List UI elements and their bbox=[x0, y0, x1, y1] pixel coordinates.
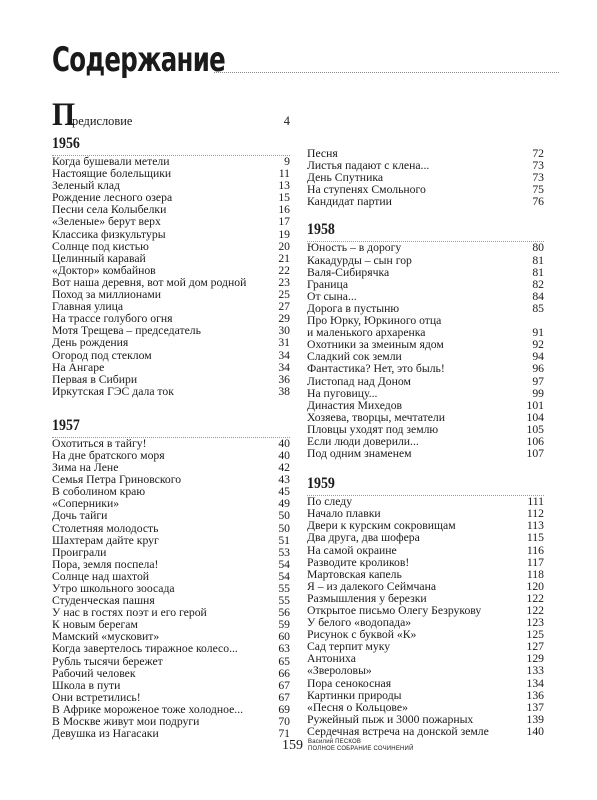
toc-right-column bbox=[307, 148, 544, 738]
toc-entry-title: Сладкий сок земли bbox=[307, 350, 402, 364]
toc-entry bbox=[307, 363, 544, 375]
toc-entry-title: Пловцы уходят под землю bbox=[307, 422, 439, 436]
toc-entry-title: Династия Михедов bbox=[307, 398, 403, 412]
toc-entry-title: Настоящие болельщики bbox=[52, 167, 172, 181]
toc-entry-page: 115 bbox=[526, 531, 544, 545]
section-heading-1959: 1959 bbox=[307, 475, 335, 493]
title-rule bbox=[214, 72, 559, 73]
toc-entry-title: День рождения bbox=[52, 336, 129, 350]
toc-entry-title: Проиграли bbox=[52, 545, 107, 559]
toc-entry-page: 27 bbox=[278, 300, 290, 314]
toc-entry-title: Шахтерам дайте круг bbox=[52, 533, 159, 547]
toc-entry-page: 96 bbox=[532, 362, 544, 376]
toc-entry-page: 69 bbox=[278, 702, 290, 716]
toc-entry bbox=[307, 196, 544, 208]
toc-entry bbox=[307, 255, 544, 267]
toc-list-1958 bbox=[307, 242, 544, 460]
toc-entry-title: Дочь тайги bbox=[52, 509, 108, 523]
toc-entry-title: На пуговицу... bbox=[307, 386, 378, 400]
toc-entry bbox=[307, 557, 544, 569]
toc-entry-title: Зеленый клад bbox=[52, 179, 120, 193]
toc-entry-page: 67 bbox=[278, 690, 290, 704]
toc-entry-page: 117 bbox=[526, 555, 544, 569]
toc-entry-title: Мартовская капель bbox=[307, 567, 402, 581]
toc-entry-page: 127 bbox=[526, 640, 544, 654]
toc-entry-page: 122 bbox=[526, 604, 544, 617]
toc-entry-page: 9 bbox=[284, 155, 290, 168]
toc-entry-page: 31 bbox=[278, 336, 290, 350]
toc-entry-title: Под одним знаменем bbox=[307, 447, 412, 461]
toc-entry-title: Два друга, два шофера bbox=[307, 531, 420, 545]
toc-entry-page: 75 bbox=[532, 183, 544, 197]
toc-entry-title: По следу bbox=[307, 495, 353, 509]
toc-entry-page: 125 bbox=[526, 628, 544, 642]
toc-entry-title: В соболином краю bbox=[52, 485, 146, 499]
toc-list-1956 bbox=[52, 156, 290, 398]
toc-entry-page: 134 bbox=[526, 676, 544, 690]
section-heading-1958: 1958 bbox=[307, 221, 335, 239]
toc-entry-page: 71 bbox=[278, 727, 290, 741]
toc-entry-page: 137 bbox=[526, 700, 544, 714]
toc-entry-page: 136 bbox=[526, 688, 544, 702]
toc-entry-page: 38 bbox=[278, 384, 290, 398]
toc-entry-title: «Песня о Кольцове» bbox=[307, 700, 408, 714]
preface-entry bbox=[52, 97, 290, 133]
toc-entry-title: Двери к курским сокровищам bbox=[307, 519, 456, 533]
toc-entry bbox=[307, 532, 544, 544]
toc-entry-title: Сад терпит муку bbox=[307, 640, 391, 654]
toc-entry-page: 54 bbox=[278, 557, 290, 571]
toc-entry-title: Когда бушевали метели bbox=[52, 155, 170, 168]
toc-entry-page: 15 bbox=[278, 191, 290, 205]
toc-entry-page: 73 bbox=[532, 159, 544, 173]
toc-entry-title: День Спутника bbox=[307, 171, 384, 185]
toc-entry-title: Валя-Сибирячка bbox=[307, 265, 390, 279]
toc-entry-page: 82 bbox=[532, 277, 544, 291]
toc-entry-title: и маленького архаренка bbox=[307, 326, 426, 340]
toc-entry-title: Мотя Трещева – председатель bbox=[52, 324, 201, 338]
toc-entry-title: «Зеленые» берут верх bbox=[52, 215, 161, 229]
toc-entry bbox=[307, 242, 544, 254]
toc-entry-page: 45 bbox=[278, 485, 290, 499]
toc-entry-title: Листья падают с клена... bbox=[307, 159, 430, 173]
toc-entry-page: 40 bbox=[278, 436, 290, 450]
toc-entry-page: 43 bbox=[278, 473, 290, 487]
toc-entry-title: Солнце под кистью bbox=[52, 239, 149, 253]
toc-entry-title: Главная улица bbox=[52, 300, 124, 314]
preface-page: 4 bbox=[283, 114, 290, 128]
toc-entry bbox=[52, 547, 290, 559]
toc-entry-page: 34 bbox=[278, 360, 290, 374]
toc-entry-page: 21 bbox=[278, 251, 290, 265]
toc-entry-title: Песня bbox=[307, 147, 338, 160]
toc-entry bbox=[52, 241, 290, 253]
toc-entry-page: 101 bbox=[526, 398, 544, 412]
toc-entry-page: 81 bbox=[532, 265, 544, 279]
toc-entry-title: Фантастика? Нет, это быль! bbox=[307, 362, 445, 376]
toc-entry-title: Юность – в дорогу bbox=[307, 241, 402, 255]
toc-entry-page: 106 bbox=[526, 434, 544, 448]
toc-entry bbox=[52, 386, 290, 398]
toc-entry-title: У нас в гостях поэт и его герой bbox=[52, 606, 207, 620]
toc-entry-title: Начало плавки bbox=[307, 507, 381, 521]
toc-entry-title: На ступенях Смольного bbox=[307, 183, 426, 197]
toc-entry-page: 72 bbox=[532, 147, 544, 160]
toc-left-column bbox=[52, 134, 290, 740]
toc-entry-page: 30 bbox=[278, 324, 290, 338]
toc-entry-title: Песни села Колыбелки bbox=[52, 203, 167, 217]
toc-entry-page: 50 bbox=[278, 509, 290, 523]
toc-entry-page: 19 bbox=[278, 227, 290, 241]
toc-entry-page: 105 bbox=[526, 422, 544, 436]
toc-entry-page: 20 bbox=[278, 239, 290, 253]
toc-entry-title: Студенческая пашня bbox=[52, 594, 155, 608]
toc-entry-title: Листопад над Доном bbox=[307, 374, 411, 388]
toc-entry-page: 120 bbox=[526, 579, 544, 593]
toc-entry-page: 73 bbox=[532, 171, 544, 185]
toc-entry-title: Открытое письмо Олегу Безрукову bbox=[307, 604, 482, 617]
toc-entry-title: Столетняя молодость bbox=[52, 521, 159, 535]
toc-entry-title: Пора, земля поспела! bbox=[52, 557, 159, 571]
toc-entry-title: Они встретились! bbox=[52, 690, 141, 704]
toc-entry-title: Рисунок с буквой «К» bbox=[307, 628, 417, 642]
toc-entry-title: Сердечная встреча на донской земле bbox=[307, 724, 489, 738]
toc-entry bbox=[307, 267, 544, 279]
section-heading-1956: 1956 bbox=[52, 135, 80, 152]
toc-entry-title: В Африке мороженое тоже холодное... bbox=[52, 702, 244, 716]
toc-entry-title: Семья Петра Гриновского bbox=[52, 473, 182, 487]
toc-entry-title: Солнце над шахтой bbox=[52, 569, 150, 583]
toc-entry-page: 76 bbox=[532, 195, 544, 209]
toc-entry bbox=[307, 376, 544, 388]
toc-entry-title: Рождение лесного озера bbox=[52, 191, 173, 205]
toc-entry-title: Разводите кроликов! bbox=[307, 555, 410, 569]
toc-entry-title: Мамский «мусковит» bbox=[52, 630, 160, 644]
toc-entry-page: 29 bbox=[278, 312, 290, 326]
toc-entry-title: Иркутская ГЭС дала ток bbox=[52, 384, 174, 398]
toc-entry bbox=[52, 643, 290, 655]
toc-entry-title: Антониха bbox=[307, 652, 356, 666]
toc-entry bbox=[307, 388, 544, 400]
toc-entry-page: 113 bbox=[526, 519, 544, 533]
toc-entry-page: 111 bbox=[527, 495, 544, 509]
toc-entry-title: Утро школьного зоосада bbox=[52, 582, 175, 595]
toc-entry bbox=[307, 400, 544, 412]
toc-entry-title: На трассе голубого огня bbox=[52, 312, 173, 326]
toc-entry-page: 36 bbox=[278, 372, 290, 386]
toc-list-1956-continued bbox=[307, 148, 544, 208]
toc-entry bbox=[52, 728, 290, 740]
toc-entry bbox=[307, 569, 544, 581]
toc-entry-page: 133 bbox=[526, 664, 544, 678]
toc-entry bbox=[307, 690, 544, 702]
toc-entry-title: Когда завертелось тиражное колесо... bbox=[52, 642, 238, 656]
toc-entry-page: 23 bbox=[278, 275, 290, 289]
toc-entry-title: Зима на Лене bbox=[52, 461, 119, 475]
toc-list-1957 bbox=[52, 438, 290, 740]
toc-entry-page: 55 bbox=[278, 594, 290, 608]
toc-entry-page: 99 bbox=[532, 386, 544, 400]
toc-entry-page: 60 bbox=[278, 630, 290, 644]
toc-entry-title: Девушка из Нагасаки bbox=[52, 727, 159, 741]
toc-entry bbox=[52, 362, 290, 374]
toc-entry bbox=[52, 668, 290, 680]
toc-entry-title: Ружейный пыж и 3000 пожарных bbox=[307, 712, 474, 726]
toc-entry-page: 11 bbox=[278, 167, 290, 181]
toc-entry-title: У белого «водопада» bbox=[307, 616, 412, 630]
toc-entry-title: Кандидат партии bbox=[307, 195, 392, 209]
toc-entry bbox=[307, 665, 544, 677]
toc-entry-page: 123 bbox=[526, 616, 544, 630]
toc-entry-page: 42 bbox=[278, 461, 290, 475]
toc-entry-title: Классика физкультуры bbox=[52, 227, 166, 241]
footer-author: Василий ПЕСКОВ bbox=[308, 739, 362, 745]
toc-entry-page: 40 bbox=[278, 448, 290, 462]
toc-entry bbox=[307, 448, 544, 460]
toc-entry-page: 107 bbox=[526, 447, 544, 461]
toc-entry-page: 91 bbox=[532, 326, 544, 340]
toc-entry-page: 118 bbox=[526, 567, 544, 581]
toc-entry-page: 17 bbox=[278, 215, 290, 229]
toc-entry-page: 55 bbox=[278, 582, 290, 595]
toc-entry-page: 65 bbox=[278, 654, 290, 668]
toc-entry-page: 85 bbox=[532, 301, 544, 315]
toc-entry bbox=[307, 726, 544, 738]
toc-entry-title: «Звероловы» bbox=[307, 664, 372, 678]
toc-entry-title: «Доктор» комбайнов bbox=[52, 263, 156, 277]
toc-entry-title: Я – из далекого Сеймчана bbox=[307, 579, 437, 593]
toc-entry-title: Хозяева, творцы, мечтатели bbox=[307, 410, 445, 424]
footer-series: ПОЛНОЕ СОБРАНИЕ СОЧИНЕНИЙ bbox=[308, 746, 414, 752]
toc-entry bbox=[307, 545, 544, 557]
toc-entry-title: Школа в пути bbox=[52, 678, 121, 692]
toc-entry-title: Охотники за змеиным ядом bbox=[307, 338, 444, 352]
toc-entry-title: От сына... bbox=[307, 289, 357, 303]
toc-entry bbox=[52, 216, 290, 228]
section-heading-1957: 1957 bbox=[52, 416, 80, 434]
toc-entry-page: 51 bbox=[278, 533, 290, 547]
toc-entry bbox=[52, 229, 290, 241]
toc-entry-title: «Соперники» bbox=[52, 497, 120, 511]
toc-entry-page: 116 bbox=[526, 543, 544, 557]
toc-entry-page: 34 bbox=[278, 348, 290, 362]
toc-entry-title: Граница bbox=[307, 277, 349, 291]
toc-entry-page: 25 bbox=[278, 288, 290, 302]
toc-entry bbox=[52, 523, 290, 535]
toc-entry bbox=[52, 535, 290, 547]
toc-entry-page: 66 bbox=[278, 666, 290, 680]
toc-entry bbox=[52, 337, 290, 349]
toc-entry-page: 97 bbox=[532, 374, 544, 388]
toc-entry-page: 50 bbox=[278, 521, 290, 535]
toc-entry-page: 53 bbox=[278, 545, 290, 559]
toc-entry-title: Охотиться в тайгу! bbox=[52, 436, 147, 450]
toc-entry-title: Если люди доверили... bbox=[307, 434, 419, 448]
toc-entry-title: Вот наша деревня, вот мой дом родной bbox=[52, 275, 247, 289]
toc-list-1959 bbox=[307, 496, 544, 738]
preface-title: редисловие bbox=[72, 114, 133, 128]
toc-entry-page: 94 bbox=[532, 350, 544, 364]
toc-entry-page: 67 bbox=[278, 678, 290, 692]
toc-entry-title: Про Юрку, Юркиного отца bbox=[307, 314, 442, 328]
toc-entry bbox=[52, 656, 290, 668]
page-number: 159 bbox=[282, 738, 303, 753]
toc-entry-title: Размышления у березки bbox=[307, 591, 427, 605]
toc-entry-page: 49 bbox=[278, 497, 290, 511]
toc-entry bbox=[52, 350, 290, 362]
toc-entry-title: Дорога в пустыню bbox=[307, 301, 400, 315]
toc-entry-page: 92 bbox=[532, 338, 544, 352]
toc-entry-title: На дне братского моря bbox=[52, 448, 165, 462]
toc-entry-title: Какадурды – сын гор bbox=[307, 253, 412, 267]
toc-entry-page: 70 bbox=[278, 715, 290, 729]
toc-entry-page: 112 bbox=[526, 507, 544, 521]
toc-entry-page: 81 bbox=[532, 253, 544, 267]
toc-entry bbox=[52, 374, 290, 386]
toc-entry-title: Рубль тысячи бережет bbox=[52, 654, 163, 668]
toc-entry-title: Пора сенокосная bbox=[307, 676, 392, 690]
toc-entry-page: 16 bbox=[278, 203, 290, 217]
toc-entry-page: 59 bbox=[278, 618, 290, 632]
toc-entry-page: 129 bbox=[526, 652, 544, 666]
page-title: Содержание bbox=[52, 40, 226, 80]
toc-entry-page: 140 bbox=[526, 724, 544, 738]
toc-entry-page: 84 bbox=[532, 289, 544, 303]
toc-entry-page: 122 bbox=[526, 591, 544, 605]
toc-entry-title: Картинки природы bbox=[307, 688, 402, 702]
toc-entry-title: Рабочий человек bbox=[52, 666, 136, 680]
toc-entry bbox=[307, 678, 544, 690]
toc-entry-title: На Ангаре bbox=[52, 360, 105, 374]
toc-entry-title: Огород под стеклом bbox=[52, 348, 152, 362]
toc-entry bbox=[52, 510, 290, 522]
toc-entry-title: К новым берегам bbox=[52, 618, 138, 632]
toc-entry-page: 104 bbox=[526, 410, 544, 424]
preface-initial: П bbox=[52, 97, 76, 133]
toc-entry-page: 13 bbox=[278, 179, 290, 193]
toc-entry-title: На самой окраине bbox=[307, 543, 397, 557]
running-footer bbox=[308, 739, 414, 753]
toc-entry-title: В Москве живут мои подруги bbox=[52, 715, 200, 729]
toc-entry-page: 139 bbox=[526, 712, 544, 726]
toc-entry-title: Первая в Сибири bbox=[52, 372, 138, 386]
toc-entry-title: Поход за миллионами bbox=[52, 288, 161, 302]
toc-entry-title: Целинный каравай bbox=[52, 251, 146, 265]
toc-entry-page: 22 bbox=[278, 263, 290, 277]
toc-entry-page: 63 bbox=[278, 642, 290, 656]
toc-entry-page: 80 bbox=[532, 241, 544, 255]
toc-entry-page: 54 bbox=[278, 569, 290, 583]
toc-entry-page: 56 bbox=[278, 606, 290, 620]
